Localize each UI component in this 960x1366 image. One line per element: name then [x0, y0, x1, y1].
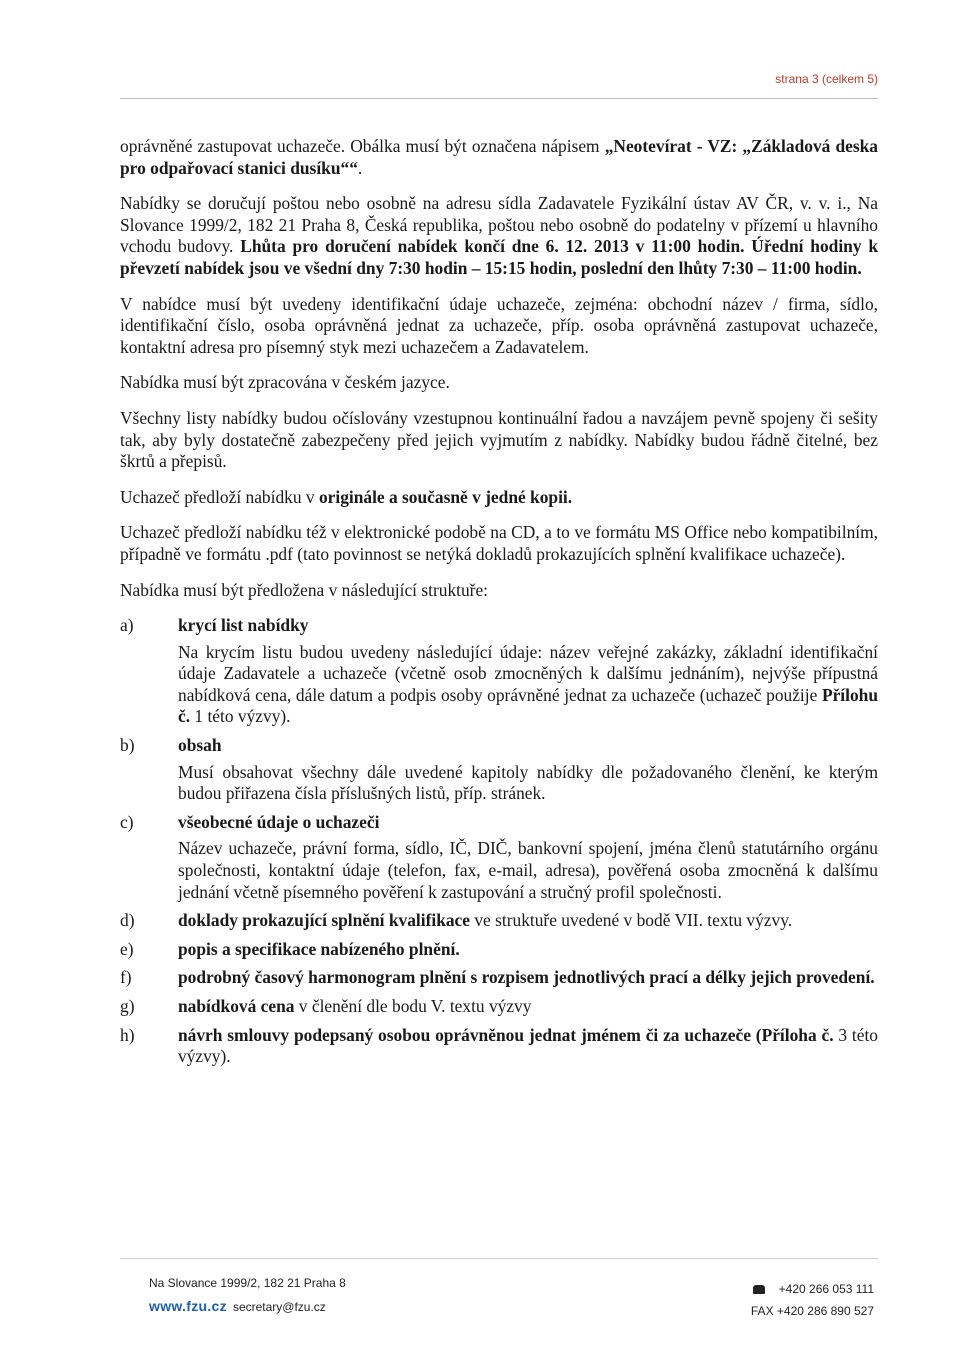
list-item-d: d) doklady prokazující splnění kvalifikace ve struktuře uvedené v bodě VII. textu výzvy. [120, 910, 793, 931]
paragraph-electronic: Uchazeč předloží nabídku též v elektronické podobě na CD, a to ve formátu MS Office nebo kompatibilním, případně ve formátu .pdf (tato povinnost se netýká dokladů prokazujících splnění kvalifikace uchazeče). [120, 522, 878, 564]
list-item-h: h) návrh smlouvy podepsaný osobou oprávněnou jednat jménem či za uchazeče (Příloha č. 3 této výzvy). [120, 1024, 878, 1067]
footer-fax: FAX +420 286 890 527 [750, 1304, 874, 1318]
footer-divider [120, 1258, 878, 1259]
document-body [120, 136, 878, 1075]
paragraph-copies: Uchazeč předloží nabídku v originále a současně v jedné kopii. [120, 486, 573, 507]
footer-address: Na Slovance 1999/2, 182 21 Praha 8 [149, 1276, 346, 1290]
phone-icon [753, 1285, 765, 1294]
website-link[interactable]: www.fzu.cz [149, 1298, 227, 1314]
paragraph-structure: Nabídka musí být předložena v následující struktuře: [120, 579, 489, 600]
paragraph-pages: Všechny listy nabídky budou očíslovány vzestupnou kontinuální řadou a navzájem pevně spojeny či sešity tak, aby byly dostatečně zabezpečeny před jejich vyjmutím z nabídky. Nabídky budou řádně čitelné, bez škrtů a přepisů. [120, 407, 878, 472]
footer-phone: +420 266 053 111 [753, 1282, 874, 1296]
list-item-e: e) popis a specifikace nabízeného plnění. [120, 938, 460, 959]
structure-list [120, 615, 878, 1068]
paragraph-identification: V nabídce musí být uvedeny identifikační údaje uchazeče, zejména: obchodní název / firma, sídlo, identifikační číslo, osoba oprávněná jednat za uchazeče, příp. osoba oprávněná zastupovat uchazeče, kontaktní adresa pro písemný styk mezi uchazečem a Zadavatelem. [120, 293, 878, 357]
list-item-a: a) krycí list nabídky Na krycím listu budou uvedeny následující údaje: název veřejné zakázky, základní identifikační údaje Zadavatele a uchazeče (včetně osob zmocněných k dalšímu jednáním), nejvýše přípustná nabídková cena, dále datum a podpis osoby oprávněné jednat za uchazeče (uchazeč použije Přílohu č. 1 této výzvy). [120, 615, 878, 727]
list-item-f: f) podrobný časový harmonogram plnění s rozpisem jednotlivých prací a délky jejich provedení. [120, 967, 875, 988]
paragraph-envelope: oprávněné zastupovat uchazeče. Obálka musí být označena nápisem „Neotevírat - VZ: „Základová deska pro odpařovací stanici dusíku““. [120, 136, 878, 178]
header-divider [120, 98, 878, 99]
paragraph-language: Nabídka musí být zpracována v českém jazyce. [120, 372, 450, 393]
list-item-g: g) nabídková cena v členění dle bodu V. textu výzvy [120, 996, 532, 1016]
email-link[interactable]: secretary@fzu.cz [232, 1300, 326, 1314]
list-item-c: c) všeobecné údaje o uchazeči Název uchazeče, právní forma, sídlo, IČ, DIČ, bankovní spojení, jména členů statutárního orgánu společnosti, kontaktní údaje (telefon, fax, e-mail, adresa), pověřená osoba zmocněná k dalšímu jednání včetně písemného pověření k zastupování a stručný profil společnosti. [120, 811, 878, 902]
page-indicator: strana 3 (celkem 5) [775, 72, 878, 86]
list-item-b: b) obsah Musí obsahovat všechny dále uvedené kapitoly nabídky dle požadovaného členění, ke kterým budou přiřazena čísla příslušných listů, příp. stránek. [120, 735, 878, 804]
paragraph-delivery: Nabídky se doručují poštou nebo osobně na adresu sídla Zadavatele Fyzikální ústav AV ČR, v. v. i., Na Slovance 1999/2, 182 21 Praha 8, Česká republika, poštou nebo osobně do podatelny v přízemí u hlavního vchodu budovy. Lhůta pro doručení nabídek končí dne 6. 12. 2013 v 11:00 hodin. Úřední hodiny k převzetí nabídek jsou ve všední dny 7:30 hodin – 15:15 hodin, poslední den lhůty 7:30 – 11:00 hodin. [120, 193, 879, 278]
footer-contacts [149, 1298, 326, 1314]
